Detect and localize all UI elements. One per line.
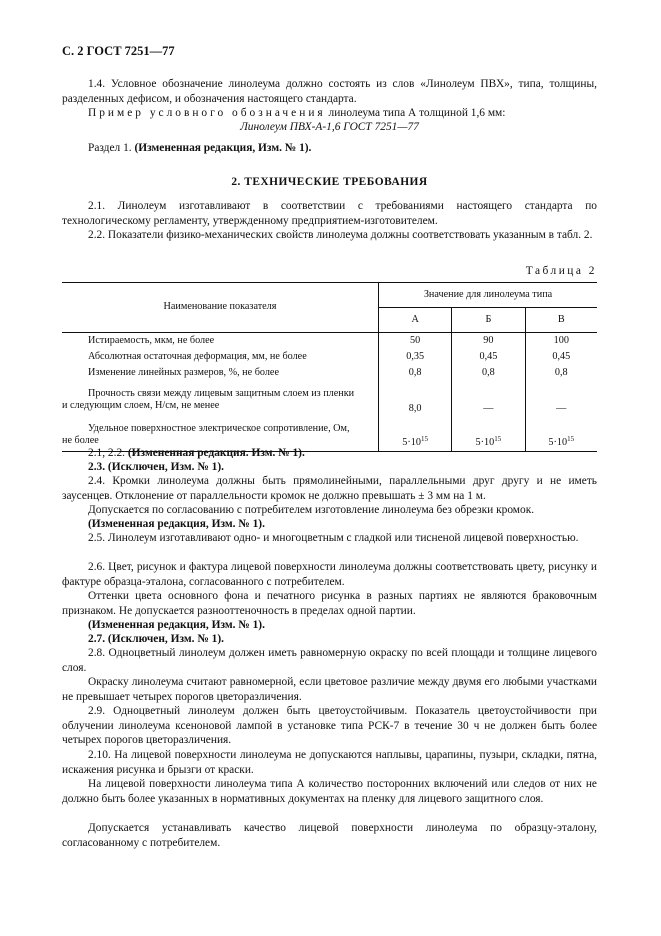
line-2-1-2-2-bold: (Измененная редакция. Изм. № 1). xyxy=(127,447,305,459)
value-exp: 15 xyxy=(420,434,428,443)
table-cell-name-line1: Прочность связи между лицевым защитным слоем из пленки xyxy=(88,387,355,399)
paragraph-2-1: 2.1. Линолеум изготавливают в соответствии с требованиями настоящего стандарта по технологическому регламенту, утвержденному предприятием-изготовителем. xyxy=(62,200,597,227)
example-line xyxy=(62,106,597,121)
razdel-1-bold: (Измененная редакция, Изм. № 1). xyxy=(134,142,312,154)
table-cell-c: 0,8 xyxy=(525,365,597,381)
paragraph-2-9: 2.9. Одноцветный линолеум должен быть цветоустойчивым. Показатель цветоустойчивости при облучении линолеума ксеноновой лампой в установке типа РСК-7 в течение 30 ч не должен быть более четырех порогов цветоразличения. xyxy=(62,705,597,746)
table-cell-name: Истираемость, мкм, не более xyxy=(62,333,379,350)
paragraph-2-6: 2.6. Цвет, рисунок и фактура лицевой поверхности линолеума должны соответствовать цвету, рисунку и фактуре образца-эталона, согласованного с потребителем. xyxy=(62,561,597,588)
value-base: 5·10 xyxy=(402,436,421,448)
example-label: Пример условного обозначения xyxy=(88,107,326,119)
table-header-type-a: А xyxy=(379,308,452,333)
table-cell-name-line2: не более xyxy=(62,435,99,446)
razdel-1-note xyxy=(62,141,597,156)
table-2 xyxy=(62,282,597,452)
table-cell-a: 0,8 xyxy=(379,365,452,381)
table-cell-a: 50 xyxy=(379,333,452,350)
table-row xyxy=(62,349,597,365)
table-cell-b: — xyxy=(452,381,525,415)
table-cell-name-line2: и следующим слоем, Н/см, не менее xyxy=(62,400,220,411)
table-cell-name-line1: Удельное поверхностное электрическое сопротивление, Ом, xyxy=(88,422,350,434)
value-base: 5·10 xyxy=(548,436,568,448)
table-cell-b: 0,45 xyxy=(452,349,525,365)
line-2-7: 2.7. (Исключен, Изм. № 1). xyxy=(88,633,224,645)
table-header-type-b: Б xyxy=(452,308,525,333)
razdel-1-text: Раздел 1. xyxy=(88,142,135,154)
table-caption: Таблица 2 xyxy=(525,265,597,277)
table-cell-a: 0,35 xyxy=(379,349,452,365)
amendment-note-2: (Измененная редакция, Изм. № 1). xyxy=(88,619,265,631)
paragraph-2-2: 2.2. Показатели физико-механических свойств линолеума должны соответствовать указанным в табл. 2. xyxy=(88,229,593,241)
paragraph-2-10b: На лицевой поверхности линолеума типа А количество посторонних включений или следов от них не должно быть более указанных в нормативных документах на пленку для лицевого защитного слоя. xyxy=(62,778,597,805)
table-cell-c: 0,45 xyxy=(525,349,597,365)
table-cell-name: Абсолютная остаточная деформация, мм, не более xyxy=(88,350,307,362)
table-cell-b: 90 xyxy=(452,333,525,350)
paragraph-2-6b: Оттенки цвета основного фона и печатного рисунка в разных партиях не являются браковочным признаком. Не допускается разнооттеночность в пределах одной партии. xyxy=(62,590,597,617)
table-cell-name xyxy=(62,381,379,415)
amendment-note-1: (Измененная редакция, Изм. № 1). xyxy=(88,518,265,530)
paragraph-2-10c: Допускается устанавливать качество лицевой поверхности линолеума по образцу-эталону, согласованному с потребителем. xyxy=(62,822,597,849)
table-cell-c: — xyxy=(525,381,597,415)
value-exp: 15 xyxy=(494,434,502,443)
table-cell-a: 8,0 xyxy=(379,381,452,415)
paragraph-2-10: 2.10. На лицевой поверхности линолеума не допускаются наплывы, царапины, пузыри, складки, пятна, искажения рисунка и брызги от краски. xyxy=(62,749,597,776)
paragraph-2-4: 2.4. Кромки линолеума должны быть прямолинейными, параллельными друг другу и не иметь заусенцев. Отклонение от параллельности кромок не должно превышать ± 3 мм на 1 м. xyxy=(62,475,597,502)
paragraph-2-8b: Окраску линолеума считают равномерной, если цветовое различие между двумя его любыми участками не превышает четырех порогов цветоразличения. xyxy=(62,676,597,703)
line-2-1-2-2-text: 2.1, 2.2. xyxy=(88,447,128,459)
table-cell-b: 0,8 xyxy=(452,365,525,381)
table-cell-name: Изменение линейных размеров, %, не более xyxy=(88,366,279,378)
paragraph-2-8: 2.8. Одноцветный линолеум должен иметь равномерную окраску по всей площади и толщине лицевого слоя. xyxy=(62,647,597,674)
line-2-1-2-2 xyxy=(62,446,597,461)
section-title: 2. ТЕХНИЧЕСКИЕ ТРЕБОВАНИЯ xyxy=(231,176,428,188)
table-row xyxy=(62,333,597,350)
table-cell-c: 100 xyxy=(525,333,597,350)
paragraph-2-5: 2.5. Линолеум изготавливают одно- и многоцветным с гладкой или тисненой лицевой поверхностью. xyxy=(88,532,579,544)
value-base: 5·10 xyxy=(475,436,495,448)
value-exp: 15 xyxy=(567,434,575,443)
table-row xyxy=(62,381,597,415)
paragraph-2-4b: Допускается по согласованию с потребителем изготовление линолеума без обрезки кромок. xyxy=(88,504,535,516)
line-2-3: 2.3. (Исключен, Изм. № 1). xyxy=(88,461,224,473)
table-header-group: Значение для линолеума типа xyxy=(379,283,598,308)
example-text: линолеума типа А толщиной 1,6 мм: xyxy=(325,107,506,119)
paragraph-1-4: 1.4. Условное обозначение линолеума должно состоять из слов «Линолеум ПВХ», типа, толщины, разделенных дефисом, и обозначения настоящего стандарта. xyxy=(62,78,597,105)
example-code: Линолеум ПВХ-А-1,6 ГОСТ 7251—77 xyxy=(240,121,419,133)
page-header: С. 2 ГОСТ 7251—77 xyxy=(62,44,175,58)
table-header-type-c: В xyxy=(525,308,597,333)
table-row xyxy=(62,365,597,381)
table-header-name: Наименование показателя xyxy=(62,283,379,333)
